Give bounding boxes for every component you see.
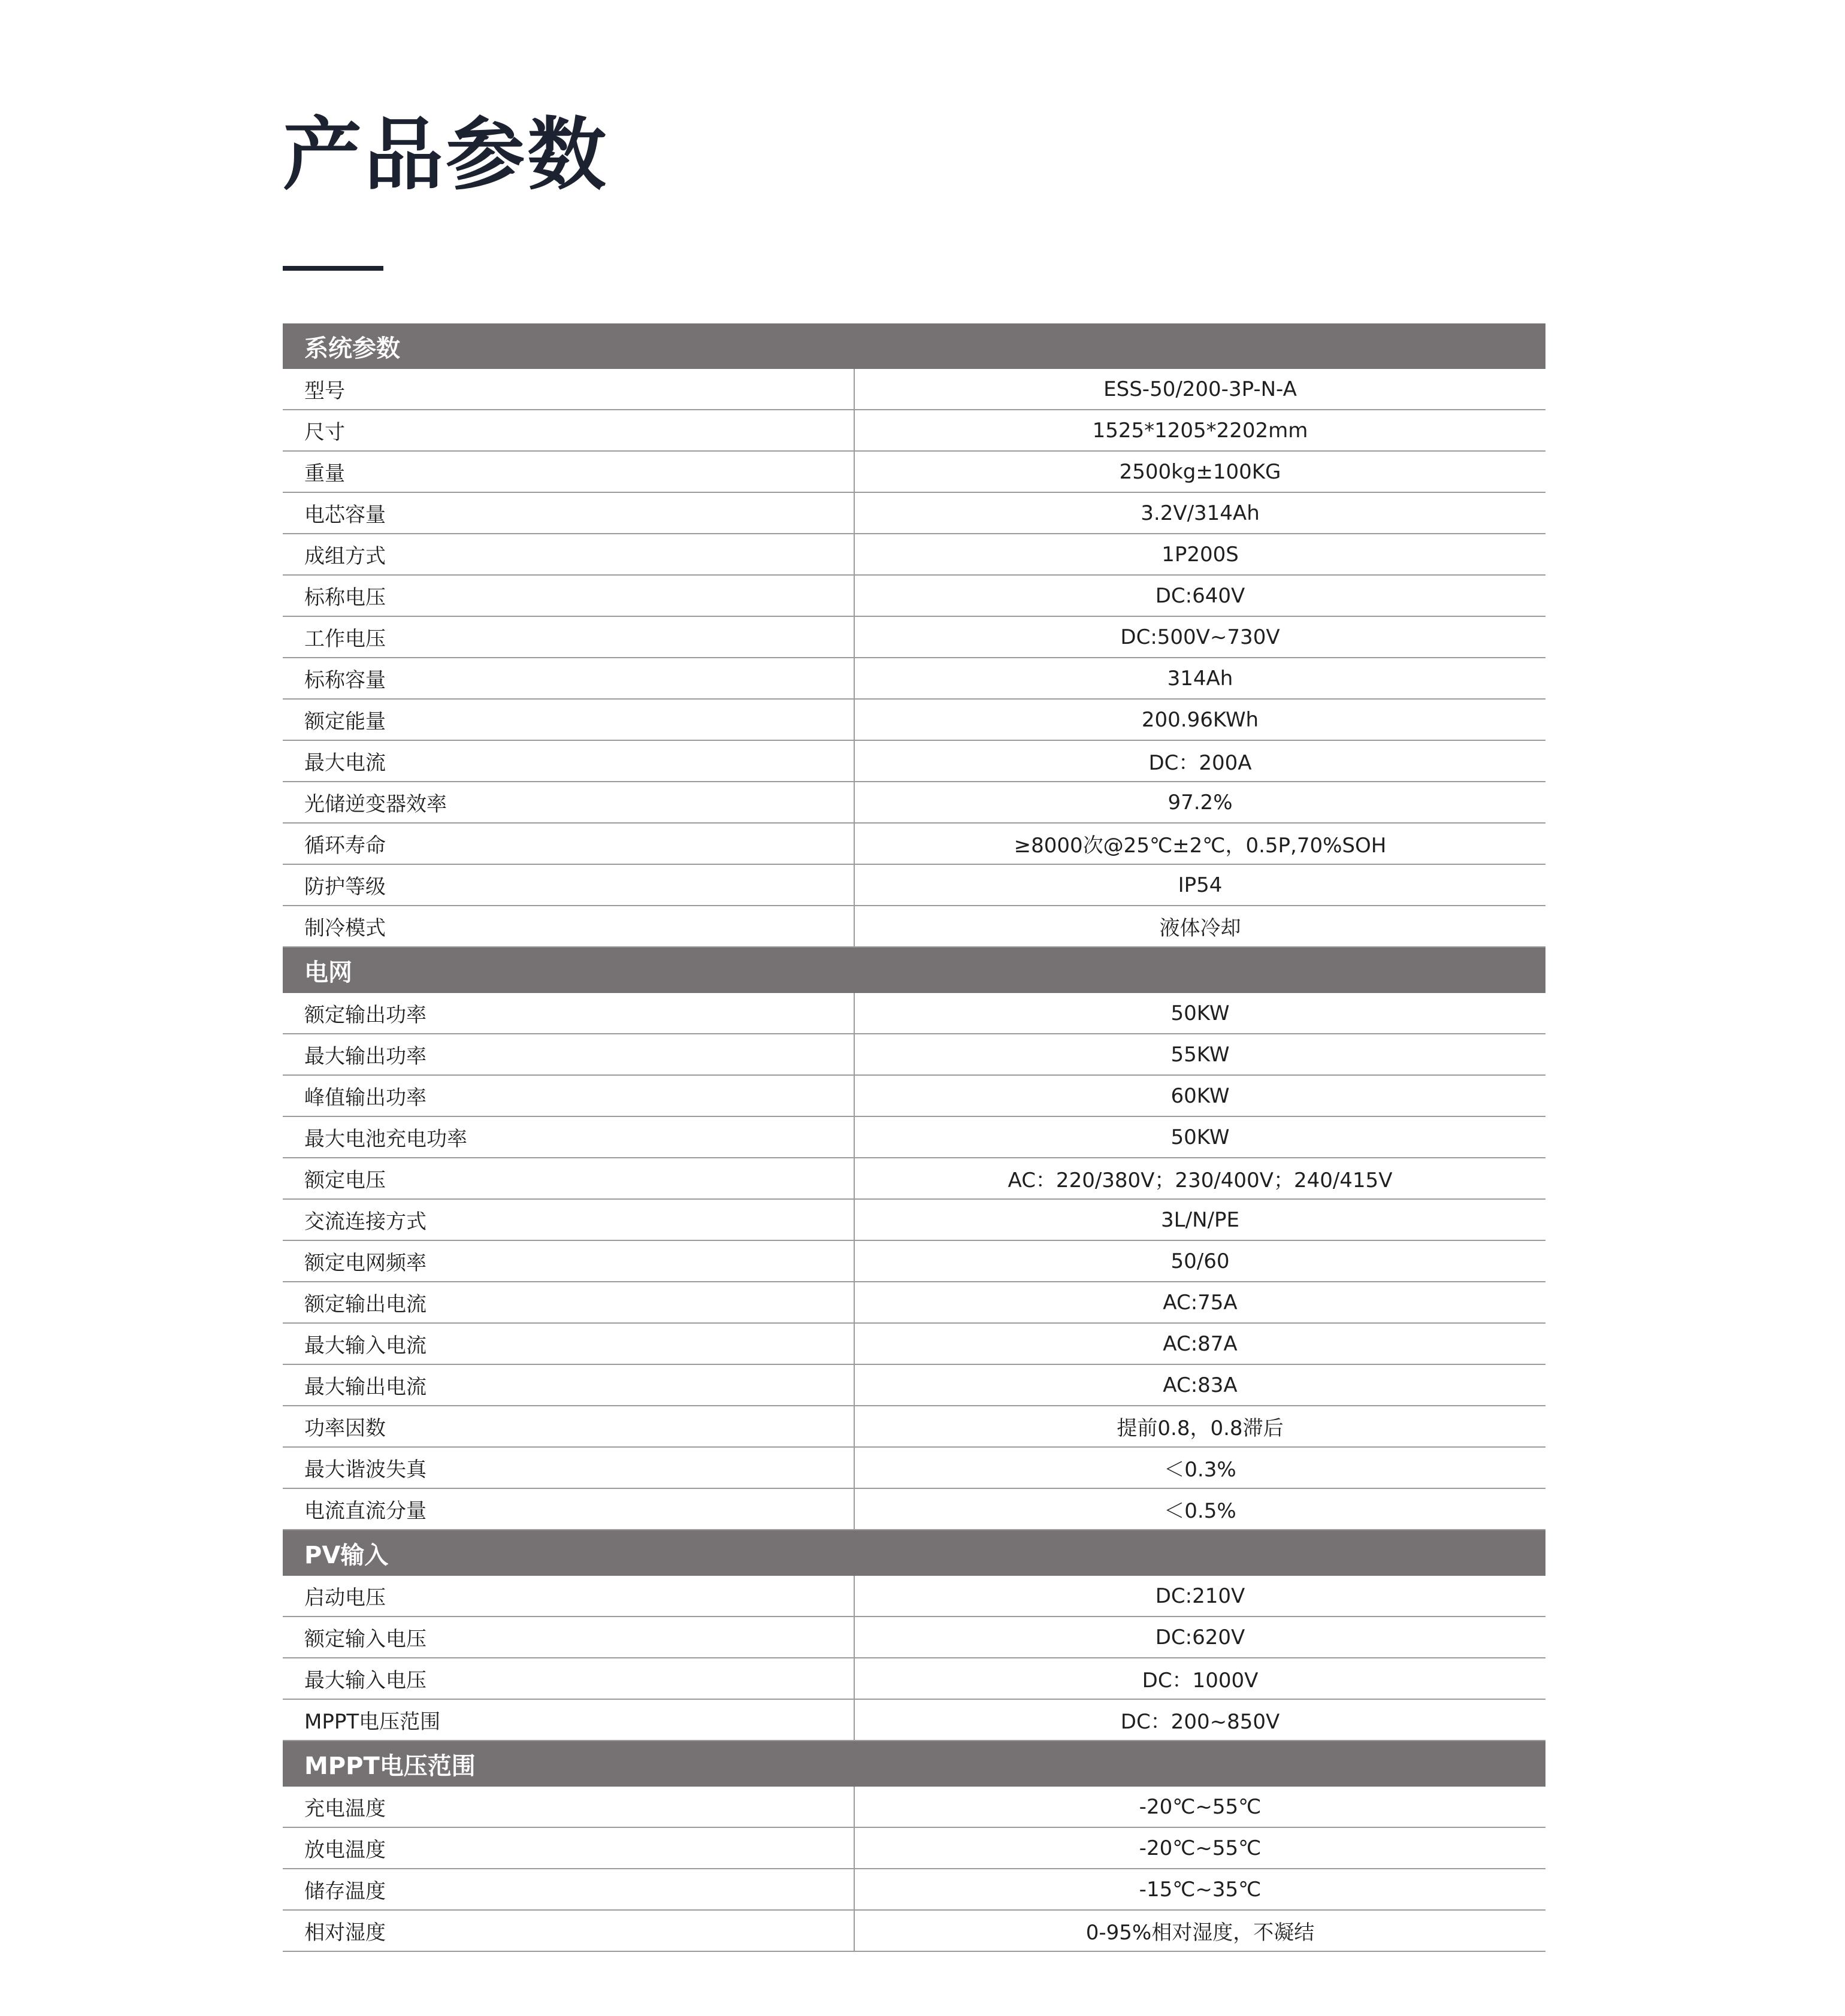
row-value: 314Ah — [854, 658, 1545, 699]
row-label: 最大电池充电功率 — [283, 1116, 854, 1158]
row-label: 最大输出电流 — [283, 1364, 854, 1406]
table-row — [283, 823, 1545, 864]
row-label: 制冷模式 — [283, 906, 854, 947]
table-row — [283, 1617, 1545, 1658]
table-row — [283, 1158, 1545, 1199]
row-value: 50KW — [854, 993, 1545, 1034]
row-value: AC:75A — [854, 1282, 1545, 1323]
row-label: 型号 — [283, 369, 854, 410]
row-label: 峰值输出功率 — [283, 1075, 854, 1116]
row-label: 电流直流分量 — [283, 1488, 854, 1530]
table-row — [283, 492, 1545, 534]
table-row — [283, 1116, 1545, 1158]
row-value: ESS-50/200-3P-N-A — [854, 369, 1545, 410]
row-label: 额定输入电压 — [283, 1617, 854, 1658]
row-value: DC：1000V — [854, 1658, 1545, 1699]
table-row — [283, 658, 1545, 699]
table-row — [283, 534, 1545, 575]
row-value: 50KW — [854, 1116, 1545, 1158]
row-value: AC:83A — [854, 1364, 1545, 1406]
row-label: 标称容量 — [283, 658, 854, 699]
row-value: 提前0.8，0.8滞后 — [854, 1406, 1545, 1447]
row-value: 3.2V/314Ah — [854, 492, 1545, 534]
table-row — [283, 1075, 1545, 1116]
row-label: 额定电压 — [283, 1158, 854, 1199]
table-row — [283, 1364, 1545, 1406]
row-value: -20℃~55℃ — [854, 1827, 1545, 1869]
row-label: 充电温度 — [283, 1787, 854, 1827]
row-label: 最大电流 — [283, 740, 854, 782]
table-row — [283, 1699, 1545, 1740]
table-row — [283, 1199, 1545, 1240]
row-value: DC:500V~730V — [854, 616, 1545, 658]
row-value: 55KW — [854, 1034, 1545, 1075]
row-value: AC:87A — [854, 1323, 1545, 1364]
row-value: 1525*1205*2202mm — [854, 410, 1545, 451]
table-row — [283, 451, 1545, 492]
row-value: 2500kg±100KG — [854, 451, 1545, 492]
table-row — [283, 1406, 1545, 1447]
row-label: 成组方式 — [283, 534, 854, 575]
table-row — [283, 1869, 1545, 1910]
table-row — [283, 782, 1545, 823]
row-label: 最大输入电压 — [283, 1658, 854, 1699]
row-value: 200.96KWh — [854, 699, 1545, 740]
row-value: ≥8000次@25℃±2℃，0.5P,70%SOH — [854, 823, 1545, 864]
row-value: DC:620V — [854, 1617, 1545, 1658]
section-header — [283, 1530, 1545, 1576]
row-label: 工作电压 — [283, 616, 854, 658]
row-label: 额定输出功率 — [283, 993, 854, 1034]
row-label: 最大输出功率 — [283, 1034, 854, 1075]
table-row — [283, 1488, 1545, 1530]
table-row — [283, 369, 1545, 410]
row-label: 启动电压 — [283, 1576, 854, 1617]
table-row — [283, 1787, 1545, 1827]
row-value: 0-95%相对湿度，不凝结 — [854, 1910, 1545, 1951]
table-row — [283, 1323, 1545, 1364]
table-row — [283, 1240, 1545, 1282]
table-row — [283, 1282, 1545, 1323]
page-title: 产品参数 — [283, 109, 609, 201]
section-title: 系统参数 — [283, 323, 1545, 369]
row-label: 额定电网频率 — [283, 1240, 854, 1282]
table-row — [283, 699, 1545, 740]
section-header — [283, 947, 1545, 993]
row-value: 60KW — [854, 1075, 1545, 1116]
row-value: 97.2% — [854, 782, 1545, 823]
row-value: ＜0.5% — [854, 1488, 1545, 1530]
spec-table — [283, 323, 1545, 1952]
row-label: 电芯容量 — [283, 492, 854, 534]
row-label: 功率因数 — [283, 1406, 854, 1447]
table-row — [283, 1827, 1545, 1869]
table-row — [283, 616, 1545, 658]
row-value: 50/60 — [854, 1240, 1545, 1282]
table-row — [283, 906, 1545, 947]
row-value: DC：200~850V — [854, 1699, 1545, 1740]
row-label: 相对湿度 — [283, 1910, 854, 1951]
row-label: 额定输出电流 — [283, 1282, 854, 1323]
section-header — [283, 323, 1545, 369]
section-title: 电网 — [283, 947, 1545, 993]
table-row — [283, 410, 1545, 451]
row-value: -15℃~35℃ — [854, 1869, 1545, 1910]
title-underline — [283, 266, 383, 271]
table-row — [283, 740, 1545, 782]
row-value: 3L/N/PE — [854, 1199, 1545, 1240]
row-label: 标称电压 — [283, 575, 854, 616]
row-label: MPPT电压范围 — [283, 1699, 854, 1740]
row-label: 尺寸 — [283, 410, 854, 451]
row-value: DC:210V — [854, 1576, 1545, 1617]
table-row — [283, 1658, 1545, 1699]
table-row — [283, 1034, 1545, 1075]
row-label: 放电温度 — [283, 1827, 854, 1869]
spec-table-body — [283, 323, 1545, 1951]
section-title: MPPT电压范围 — [283, 1740, 1545, 1787]
row-value: 1P200S — [854, 534, 1545, 575]
section-header — [283, 1740, 1545, 1787]
row-value: DC:640V — [854, 575, 1545, 616]
row-label: 重量 — [283, 451, 854, 492]
row-value: 液体冷却 — [854, 906, 1545, 947]
row-value: AC：220/380V；230/400V；240/415V — [854, 1158, 1545, 1199]
table-row — [283, 575, 1545, 616]
row-label: 最大谐波失真 — [283, 1447, 854, 1488]
row-label: 最大输入电流 — [283, 1323, 854, 1364]
row-value: ＜0.3% — [854, 1447, 1545, 1488]
row-value: IP54 — [854, 864, 1545, 906]
row-value: DC：200A — [854, 740, 1545, 782]
table-row — [283, 1576, 1545, 1617]
table-row — [283, 1910, 1545, 1951]
row-value: -20℃~55℃ — [854, 1787, 1545, 1827]
row-label: 交流连接方式 — [283, 1199, 854, 1240]
row-label: 光储逆变器效率 — [283, 782, 854, 823]
row-label: 防护等级 — [283, 864, 854, 906]
table-row — [283, 993, 1545, 1034]
section-title: PV输入 — [283, 1530, 1545, 1576]
table-row — [283, 1447, 1545, 1488]
row-label: 循环寿命 — [283, 823, 854, 864]
row-label: 储存温度 — [283, 1869, 854, 1910]
row-label: 额定能量 — [283, 699, 854, 740]
table-row — [283, 864, 1545, 906]
